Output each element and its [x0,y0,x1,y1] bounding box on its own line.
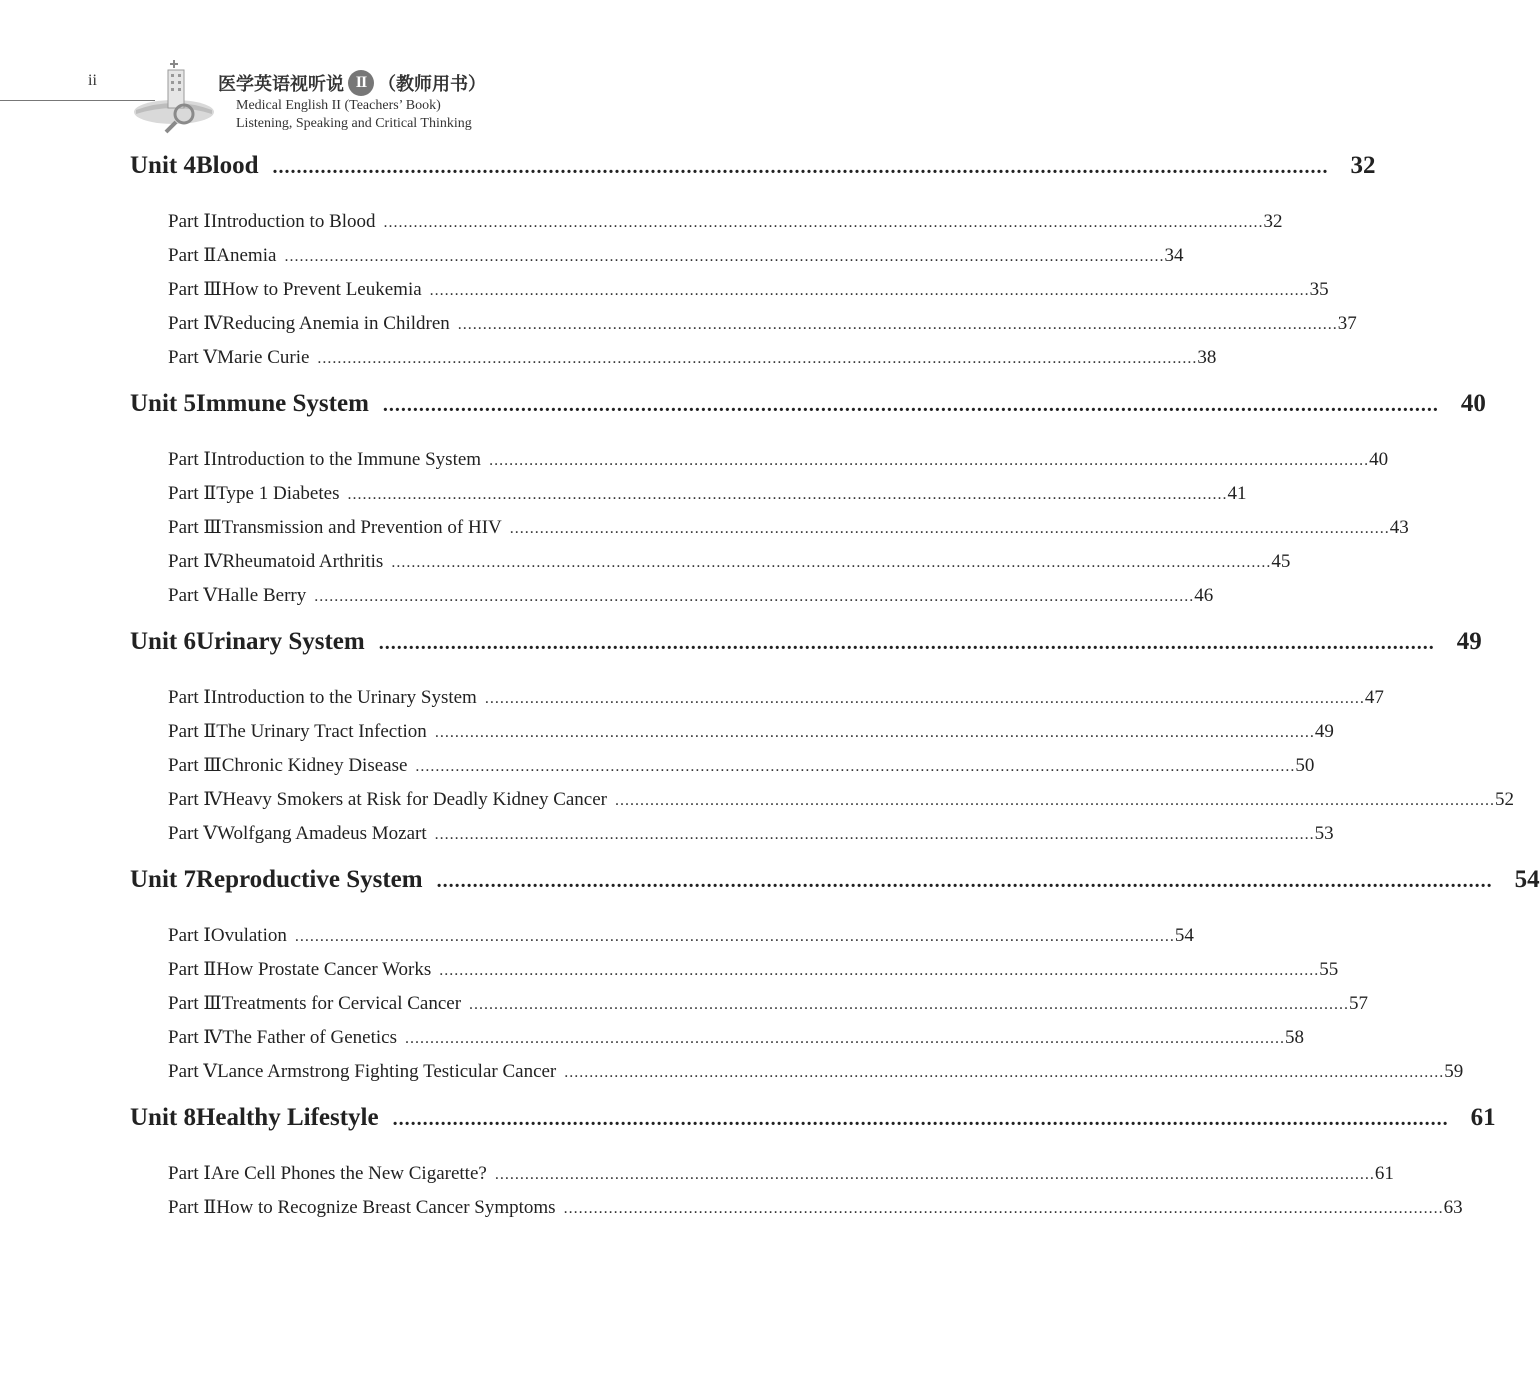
leader-dots: ................................................................................................................................................................................ [383,214,1264,231]
unit-title: Healthy Lifestyle [195,1104,379,1131]
unit-page-number: 54 [1514,866,1540,893]
leader-dots: ................................................................................................................................................................................ [404,1030,1285,1047]
leader-dots: ................................................................................................................................................................................ [347,486,1228,503]
leader-dots: ................................................................................................................................................................................ [314,588,1195,605]
part-entry[interactable] [168,550,1291,584]
part-entry[interactable] [168,516,1409,550]
part-title: Transmission and Prevention of HIV [221,517,502,538]
header-en-subtitle: Listening, Speaking and Critical Thinking [236,116,472,131]
leader-dots: ................................................................................................................................................................................ [378,632,1435,654]
part-page-number: 46 [1194,585,1214,606]
part-label: Part Ⅰ [168,449,211,470]
part-title: Treatments for Cervical Cancer [221,993,462,1014]
part-label: Part Ⅴ [168,585,218,606]
part-label: Part Ⅰ [168,1163,211,1184]
leader-dots: ................................................................................................................................................................................ [382,394,1439,416]
part-entry[interactable] [168,448,1389,482]
unit-heading[interactable] [130,1104,1496,1144]
part-title: Reducing Anemia in Children [222,313,450,334]
part-page-number: 55 [1319,959,1339,980]
part-page-number: 63 [1443,1197,1463,1218]
unit-heading[interactable] [130,390,1486,430]
part-label: Part Ⅰ [168,925,211,946]
unit-block [130,1104,1496,1230]
leader-dots: ................................................................................................................................................................................ [415,758,1296,775]
part-title: Rheumatoid Arthritis [222,551,384,572]
leader-dots: ................................................................................................................................................................................ [434,724,1315,741]
part-label: Part Ⅱ [168,245,217,266]
part-title: Type 1 Diabetes [216,483,340,504]
part-label: Part Ⅳ [168,1027,223,1048]
part-label: Part Ⅲ [168,517,222,538]
leader-dots: ................................................................................................................................................................................ [509,520,1390,537]
part-page-number: 59 [1444,1061,1464,1082]
part-label: Part Ⅳ [168,789,223,810]
unit-heading[interactable] [130,866,1540,906]
part-entry[interactable] [168,788,1514,822]
part-label: Part Ⅴ [168,347,218,368]
unit-block [130,866,1540,1094]
unit-label: Unit 7 [130,866,196,893]
part-page-number: 47 [1364,687,1384,708]
part-label: Part Ⅲ [168,993,222,1014]
part-entry[interactable] [168,754,1315,788]
unit-heading[interactable] [130,628,1482,668]
part-label: Part Ⅱ [168,959,217,980]
leader-dots: ................................................................................................................................................................................ [494,1166,1375,1183]
part-page-number: 43 [1389,517,1409,538]
part-page-number: 41 [1227,483,1247,504]
part-entry[interactable] [168,482,1247,516]
part-label: Part Ⅱ [168,721,217,742]
part-entry[interactable] [168,924,1194,958]
part-entry[interactable] [168,244,1184,278]
part-title: Chronic Kidney Disease [221,755,408,776]
unit-label: Unit 4 [130,152,196,179]
part-title: Heavy Smokers at Risk for Deadly Kidney Cancer [222,789,607,810]
unit-block [130,152,1376,380]
leader-dots: ................................................................................................................................................................................ [392,1108,1449,1130]
part-entry[interactable] [168,1162,1394,1196]
part-label: Part Ⅳ [168,551,223,572]
page-number: ii [88,72,97,89]
part-page-number: 35 [1309,279,1329,300]
part-page-number: 45 [1271,551,1291,572]
part-label: Part Ⅰ [168,211,211,232]
unit-block [130,628,1514,856]
part-entry[interactable] [168,1026,1304,1060]
part-entry[interactable] [168,1196,1463,1230]
unit-label: Unit 8 [130,1104,196,1131]
header-cn-title [218,70,486,96]
unit-title: Reproductive System [195,866,423,893]
part-label: Part Ⅱ [168,483,217,504]
part-page-number: 49 [1314,721,1334,742]
leader-dots: ................................................................................................................................................................................ [391,554,1272,571]
part-page-number: 57 [1349,993,1369,1014]
unit-label: Unit 6 [130,628,196,655]
part-entry[interactable] [168,1060,1464,1094]
leader-dots: ................................................................................................................................................................................ [439,962,1320,979]
unit-title: Immune System [195,390,369,417]
unit-label: Unit 5 [130,390,196,417]
unit-page-number: 40 [1460,390,1486,417]
leader-dots: ................................................................................................................................................................................ [457,316,1338,333]
part-title: Anemia [216,245,277,266]
header-cn-title-left: 医学英语视听说 [218,74,344,95]
part-title: Ovulation [210,925,287,946]
part-title: The Father of Genetics [222,1027,397,1048]
part-label: Part Ⅱ [168,1197,217,1218]
unit-title: Urinary System [195,628,365,655]
part-title: How to Recognize Breast Cancer Symptoms [216,1197,556,1218]
table-of-contents [130,152,1540,1240]
part-page-number: 38 [1197,347,1217,368]
leader-dots: ................................................................................................................................................................................ [434,826,1315,843]
part-title: Introduction to the Immune System [210,449,482,470]
part-title: Introduction to the Urinary System [210,687,477,708]
unit-page-number: 61 [1470,1104,1496,1131]
part-label: Part Ⅲ [168,279,222,300]
leader-dots: ................................................................................................................................................................................ [489,452,1370,469]
part-title: Lance Armstrong Fighting Testicular Cancer [217,1061,557,1082]
part-page-number: 61 [1374,1163,1394,1184]
header-cn-title-right: （教师用书） [378,74,486,95]
part-page-number: 34 [1164,245,1184,266]
part-label: Part Ⅳ [168,313,223,334]
part-title: The Urinary Tract Infection [216,721,427,742]
part-entry[interactable] [168,210,1283,244]
volume-badge: II [348,70,374,96]
part-entry[interactable] [168,958,1339,992]
part-entry[interactable] [168,312,1357,346]
leader-dots: ................................................................................................................................................................................ [469,996,1350,1013]
part-page-number: 58 [1284,1027,1304,1048]
part-label: Part Ⅴ [168,1061,218,1082]
part-entry[interactable] [168,278,1329,312]
unit-page-number: 49 [1456,628,1482,655]
leader-dots: ................................................................................................................................................................................ [484,690,1365,707]
part-page-number: 37 [1337,313,1357,334]
part-title: Introduction to Blood [210,211,376,232]
part-page-number: 50 [1295,755,1315,776]
part-title: Wolfgang Amadeus Mozart [217,823,427,844]
unit-page-number: 32 [1350,152,1376,179]
leader-dots: ................................................................................................................................................................................ [272,156,1329,178]
part-page-number: 40 [1369,449,1389,470]
part-title: How Prostate Cancer Works [216,959,432,980]
part-label: Part Ⅴ [168,823,218,844]
leader-dots: ................................................................................................................................................................................ [284,248,1165,265]
leader-dots: ................................................................................................................................................................................ [563,1200,1444,1217]
part-title: Marie Curie [217,347,310,368]
leader-dots: ................................................................................................................................................................................ [429,282,1310,299]
part-entry[interactable] [168,686,1384,720]
part-title: Are Cell Phones the New Cigarette? [210,1163,487,1184]
part-title: Halle Berry [217,585,307,606]
part-title: How to Prevent Leukemia [221,279,422,300]
part-label: Part Ⅰ [168,687,211,708]
header-en-title: Medical English II (Teachers’ Book) [236,98,441,113]
leader-dots: ................................................................................................................................................................................ [294,928,1175,945]
part-page-number: 32 [1263,211,1283,232]
part-entry[interactable] [168,584,1214,618]
part-entry[interactable] [168,720,1334,754]
unit-block [130,390,1486,618]
part-label: Part Ⅲ [168,755,222,776]
part-entry[interactable] [168,992,1369,1026]
leader-dots: ................................................................................................................................................................................ [615,792,1495,809]
book-logo-icon [128,56,220,132]
part-page-number: 53 [1314,823,1334,844]
unit-title: Blood [195,152,259,179]
part-page-number: 52 [1495,789,1514,810]
leader-dots: ................................................................................................................................................................................ [564,1064,1445,1081]
leader-dots: ................................................................................................................................................................................ [317,350,1198,367]
part-entry[interactable] [168,346,1217,380]
unit-heading[interactable] [130,152,1376,192]
part-page-number: 54 [1174,925,1194,946]
part-entry[interactable] [168,822,1334,856]
leader-dots: ................................................................................................................................................................................ [436,870,1493,892]
